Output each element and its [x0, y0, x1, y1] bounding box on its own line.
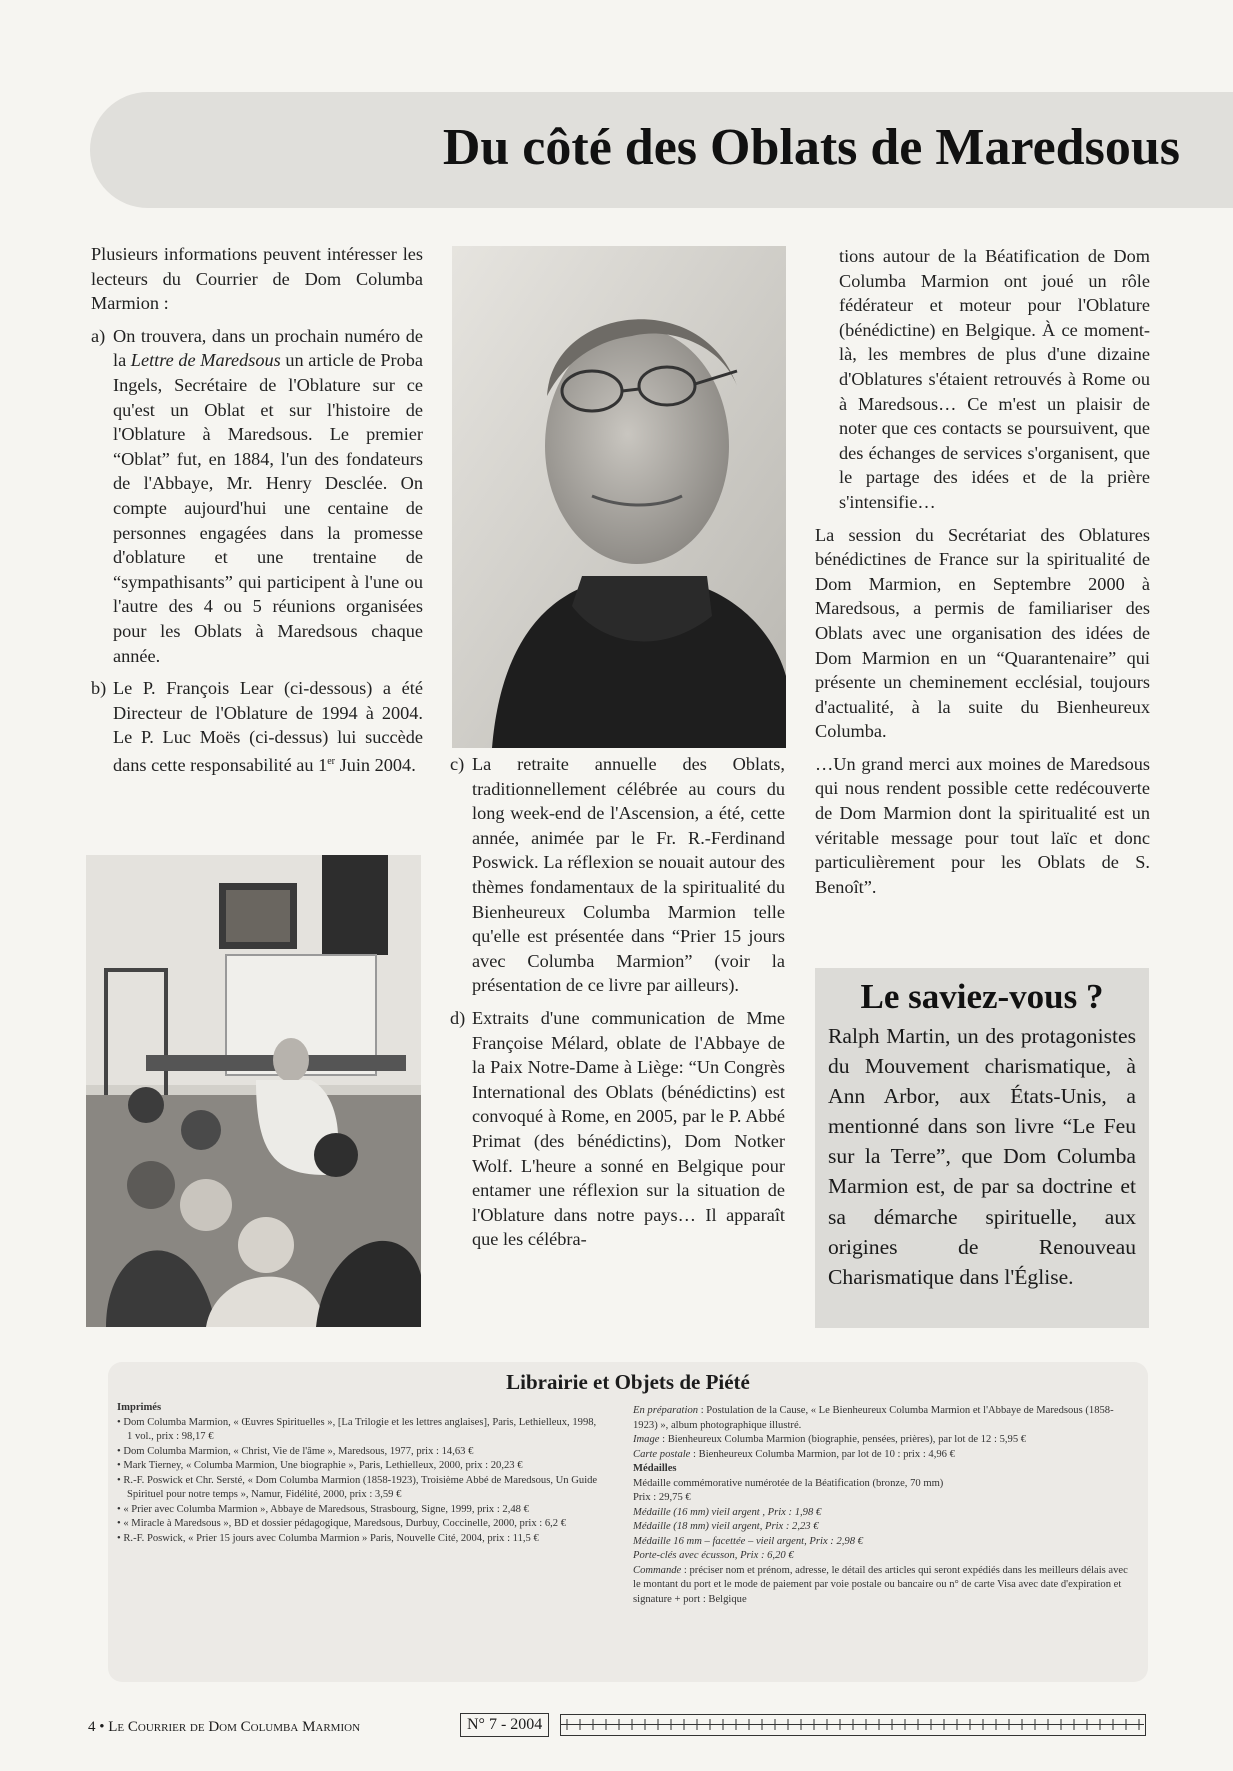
item-b-sup: er [327, 755, 336, 767]
postcard-line [633, 1448, 1128, 1463]
preparation-label: En préparation [633, 1405, 699, 1416]
column-middle [450, 752, 785, 1260]
medal-18: Médaille (18 mm) vieil argent, Prix : 2,23 € [633, 1521, 819, 1532]
medal-16-faceted: Médaille 16 mm – facettée – vieil argent, Prix : 2,98 € [633, 1535, 863, 1547]
printed-item: • « Miracle à Maredsous », BD et dossier pédagogique, Maredsous, Durbuy, Coccinelle, 2000, prix : 6,2 € [117, 1517, 602, 1532]
item-b-label: b) [91, 678, 107, 699]
item-d [450, 1006, 785, 1252]
printed-item: • R.-F. Poswick, « Prier 15 jours avec Columba Marmion » Paris, Nouvelle Cité, 2004, prix : 11,5 € [117, 1532, 602, 1547]
item-c [450, 752, 785, 998]
item-a-text [113, 324, 423, 668]
item-a [91, 324, 423, 668]
order-line [633, 1564, 1128, 1608]
image-label: Image [633, 1434, 660, 1445]
group-photo [86, 855, 421, 1327]
printed-item: • Dom Columba Marmion, « Christ, Vie de l'âme », Maredsous, 1977, prix : 14,63 € [117, 1445, 602, 1460]
printed-heading: Imprimés [117, 1402, 162, 1413]
footer-issue: N° 7 - 2004 [460, 1713, 549, 1737]
item-b [91, 676, 423, 777]
item-c-text: La retraite annuelle des Oblats, traditionnellement célébrée au cours du long week-end de l'Ascension, a été, cette année, animée par le Fr. R.-Ferdinand Poswick. La réflexion se nouait autour des thèmes fondamentaux de la spiritualité du Bienheureux Columba Marmion telle qu'elle est présentée dans “Prier 15 jours avec Columba Marmion” (voir la présentation de ce livre par ailleurs). [472, 754, 785, 996]
portrait-photo [452, 246, 786, 748]
footer-ruler [560, 1714, 1146, 1736]
right-paragraph-2: La session du Secrétariat des Oblatures bénédictines de France sur la spiritualité de Dom Marmion, en Septembre 2000 à Maredsous, a permis de familiariser des Oblats avec une organisation des idées de Dom Marmion en un “Quarantenaire” qui présente un cheminement ecclésial, toujours d'actualité, à la suite du Bienheureux Columba. [815, 524, 1150, 742]
item-b-pre: Le P. François Lear (ci-dessous) a été Directeur de l'Oblature de 1994 à 2004. Le P. Luc Moës (ci-dessus) lui succède dans cette responsabilité au 1 [113, 678, 423, 775]
footer-page-label: 4 • Le Courrier de Dom Columba Marmion [88, 1719, 361, 1735]
column-left [91, 242, 423, 786]
item-a-pre: On trouvera, dans un prochain numéro de la [113, 325, 423, 371]
shop-printed-column [117, 1401, 602, 1546]
column-right [815, 244, 1150, 907]
portrait-photo-svg [452, 246, 786, 748]
printed-item: • Dom Columba Marmion, « Œuvres Spirituelles », [La Trilogie et les lettres anglaises], Paris, Lethielleux, 1998, 1 vol., prix : 98,17 € [117, 1416, 602, 1445]
item-b-text [113, 676, 423, 777]
item-a-post: un article de Proba Ingels, Secrétaire de l'Oblature sur ce qu'est un Oblat et sur l'histoire de l'Oblature à Maredsous. Le premier “Oblat” fut, en 1884, l'un des fondateurs de l'Abbaye, Mr. Henry Desclée. On compte aujourd'hui une centaine de personnes engagées dans la promesse d'oblature et une trentaine de “sympathisants” qui participent à l'une ou l'autre des 4 ou 5 réunions organisées pour les Oblats à Maredsous chaque année. [113, 350, 424, 666]
preparation-line [633, 1404, 1128, 1433]
shop-title: Librairie et Objets de Piété [506, 1370, 750, 1394]
item-d-text: Extraits d'une communication de Mme Françoise Mélard, oblate de l'Abbaye de la Paix Notre-Dame à Liège: “Un Congrès International des Oblats (bénédictins) est convoqué à Rome, en 2005, par le P. Abbé Primat (des bénédictins), Dom Notker Wolf. L'heure a sonné en Belgique pour entamer une réflexion sur la situation de l'Oblature dans notre pays… Il apparaît que les célébra- [472, 1007, 785, 1250]
group-photo-svg [86, 855, 421, 1327]
medals-heading: Médailles [633, 1463, 677, 1474]
order-label: Commande [633, 1564, 682, 1576]
medal-commemorative-price: Prix : 29,75 € [633, 1492, 691, 1503]
printed-item: • « Prier avec Columba Marmion », Abbaye de Maredsous, Strasbourg, Signe, 1999, prix : 2,48 € [117, 1503, 602, 1518]
item-a-italic: Lettre de Maredsous [130, 350, 281, 371]
postcard-text: : Bienheureux Columba Marmion, par lot de 10 : prix : 4,96 € [690, 1448, 955, 1460]
image-text: : Bienheureux Columba Marmion (biographie, pensées, prières), par lot de 12 : 5,95 € [659, 1434, 1027, 1445]
right-paragraph-1: tions autour de la Béatification de Dom Columba Marmion ont joué un rôle fédérateur et moteur pour l'Oblature (bénédictine) en Belgique. À ce moment-là, les membres de plus d'une dizaine d'Oblatures s'étaient retrouvés à Rome ou à Maredsous… Ce m'est un plaisir de noter que ces contacts se poursuivent, que des échanges de services s'organisent, que le partage des idées et de la prière s'intensifie… [839, 246, 1150, 512]
preparation-text: : Postulation de la Cause, « Le Bienheureux Columba Marmion et l'Abbaye de Maredsous (1858-1923) », album photographique illustré. [633, 1405, 1114, 1431]
item-a-label: a) [91, 325, 106, 346]
postcard-label: Carte postale [633, 1448, 691, 1460]
shop-objects-column [633, 1404, 1128, 1607]
printed-item: • R.-F. Poswick et Chr. Sersté, « Dom Columba Marmion (1858-1923), Troisième Abbé de Maredsous, Un Guide Spirituel pour notre temps », Namur, Fidélité, 2000, prix : 3,59 € [117, 1474, 602, 1503]
order-text: : préciser nom et prénom, adresse, le détail des articles qui seront expédiés dans les meilleurs délais avec le montant du port et le mode de paiement par voie postale ou bancaire ou n° de carte Visa avec date d'expiration et signature + port : Belgique [633, 1564, 1128, 1605]
keyring: Porte-clés avec écusson, Prix : 6,20 € [633, 1550, 794, 1561]
printed-item: • Mark Tierney, « Columba Marmion, Une biographie », Paris, Lethielleux, 2000, prix : 20,23 € [117, 1459, 602, 1474]
item-d-label: d) [450, 1007, 466, 1028]
item-c-label: c) [450, 754, 465, 774]
image-line [633, 1433, 1128, 1448]
intro-paragraph: Plusieurs informations peuvent intéresser les lecteurs du Courrier de Dom Columba Marmion : [91, 244, 423, 314]
medal-16: Médaille (16 mm) vieil argent , Prix : 1,98 € [633, 1506, 822, 1518]
saviez-title: Le saviez-vous ? [860, 977, 1104, 1016]
right-paragraph-3: …Un grand merci aux moines de Maredsous qui nous rendent possible cette redécouverte de Dom Marmion dont la spiritualité est un véritable message pour tout laïc et donc particulièrement pour les Oblats de S. Benoît”. [815, 753, 1150, 897]
medal-commemorative: Médaille commémorative numérotée de la Béatification (bronze, 70 mm) [633, 1477, 944, 1489]
item-b-post: Juin 2004. [335, 754, 416, 775]
page-title: Du côté des Oblats de Maredsous [442, 119, 1180, 176]
saviez-text: Ralph Martin, un des protagonistes du Mouvement charismatique, à Ann Arbor, aux États-Unis, a mentionné dans son livre “Le Feu sur la Terre”, que Dom Columba Marmion est, de par sa doctrine et sa démarche spirituelle, aux origines de Renouveau Charismatique dans l'Église. [828, 1024, 1136, 1289]
footer-ruler-svg [561, 1715, 1144, 1734]
